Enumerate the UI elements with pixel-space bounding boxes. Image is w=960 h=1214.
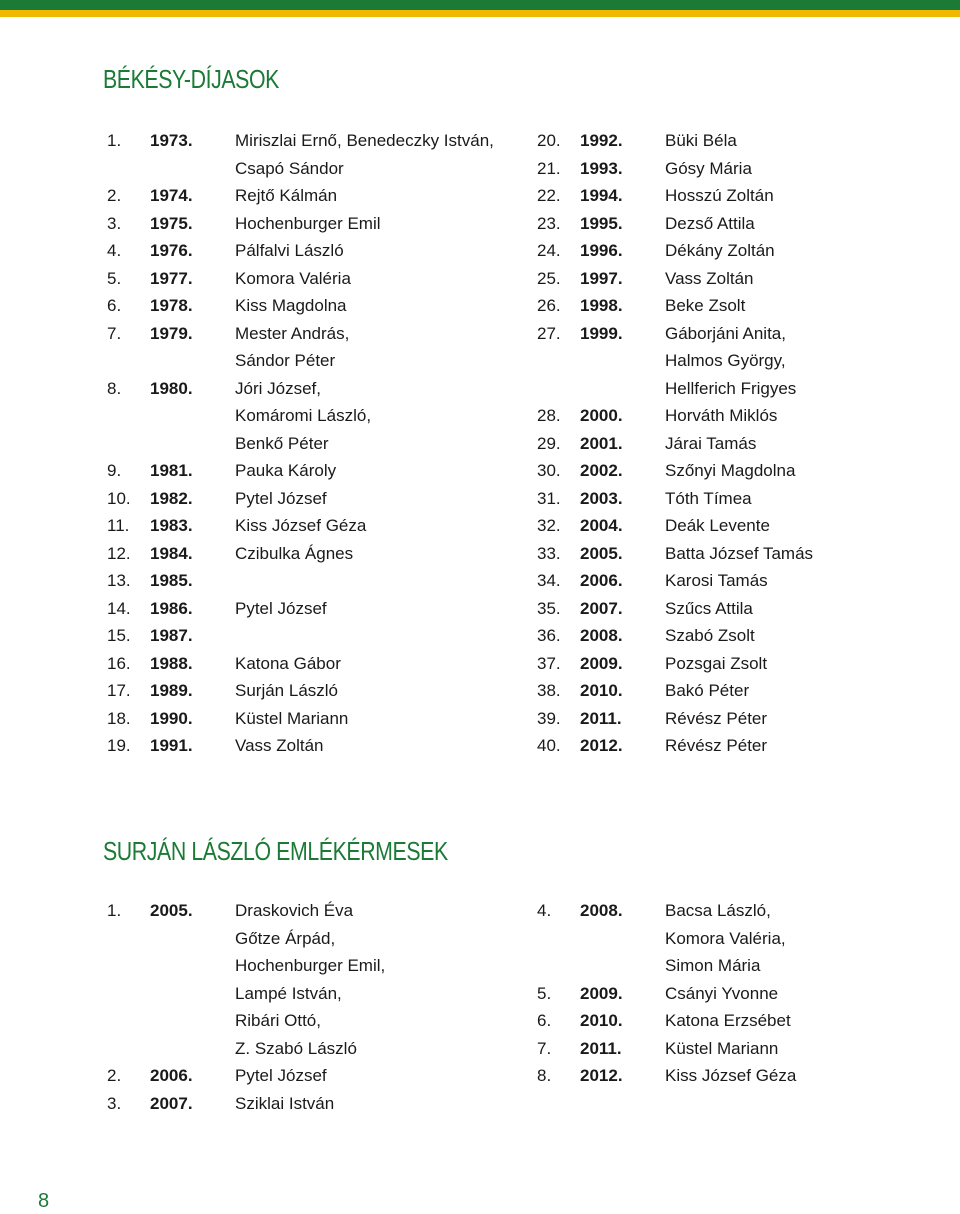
entry-number: 37. bbox=[537, 653, 561, 673]
recipient-name: Pozsgai Zsolt bbox=[665, 653, 768, 673]
entry-names bbox=[235, 650, 341, 678]
entry-number: 3. bbox=[107, 213, 122, 233]
recipient-name: Karosi Tamás bbox=[665, 571, 768, 590]
entry-year: 2011. bbox=[580, 1038, 622, 1058]
surjan-heading: SURJÁN LÁSZLÓ EMLÉKÉRMESEK bbox=[103, 836, 448, 866]
surjan-list-right bbox=[537, 897, 796, 1090]
list-item bbox=[537, 237, 813, 265]
entry-number: 25. bbox=[537, 268, 561, 288]
entry-number: 23. bbox=[537, 213, 561, 233]
entry-year: 2012. bbox=[580, 1066, 623, 1085]
recipient-name: Küstel Mariann bbox=[235, 708, 349, 728]
list-item bbox=[107, 182, 494, 210]
entry-names bbox=[235, 897, 385, 1062]
entry-year: 2002. bbox=[580, 461, 623, 480]
recipient-name: Révész Péter bbox=[665, 708, 768, 728]
entry-year: 2008. bbox=[580, 626, 623, 645]
list-item bbox=[107, 375, 494, 458]
entry-names bbox=[665, 1007, 791, 1035]
entry-year: 1979. bbox=[150, 323, 193, 343]
entry-number: 3. bbox=[107, 1093, 122, 1113]
entry-number: 17. bbox=[107, 681, 131, 700]
entry-names bbox=[665, 237, 775, 265]
top-yellow-bar bbox=[0, 10, 960, 17]
entry-names bbox=[665, 485, 752, 513]
entry-names bbox=[665, 320, 796, 403]
entry-number: 26. bbox=[537, 296, 561, 315]
entry-names bbox=[235, 127, 494, 182]
entry-names bbox=[665, 622, 755, 650]
entry-year: 2006. bbox=[150, 1066, 193, 1085]
entry-number: 30. bbox=[537, 461, 561, 480]
recipient-name: Miriszlai Ernő, Benedeczky István, bbox=[235, 131, 494, 150]
entry-number: 4. bbox=[537, 901, 552, 920]
entry-names bbox=[235, 732, 324, 760]
entry-number: 20. bbox=[537, 131, 561, 150]
recipient-name: Csányi Yvonne bbox=[665, 983, 779, 1003]
entry-names bbox=[235, 1062, 327, 1090]
entry-names bbox=[665, 595, 753, 623]
entry-number: 27. bbox=[537, 323, 561, 343]
entry-number: 24. bbox=[537, 241, 561, 260]
entry-number: 22. bbox=[537, 186, 561, 205]
list-item bbox=[107, 567, 494, 595]
list-item bbox=[537, 622, 813, 650]
entry-number: 11. bbox=[107, 516, 130, 535]
entry-number: 21. bbox=[537, 158, 561, 178]
entry-year: 2010. bbox=[580, 681, 623, 700]
recipient-name: Szőnyi Magdolna bbox=[665, 461, 796, 480]
list-item bbox=[537, 512, 813, 540]
recipient-name: Lampé István, bbox=[235, 983, 342, 1003]
entry-year: 1976. bbox=[150, 241, 193, 260]
entry-names bbox=[665, 1062, 796, 1090]
entry-names bbox=[235, 512, 366, 540]
entry-names bbox=[235, 210, 381, 238]
list-item bbox=[537, 210, 813, 238]
list-item bbox=[107, 210, 494, 238]
recipient-name: Szűcs Attila bbox=[665, 598, 753, 618]
entry-number: 29. bbox=[537, 433, 561, 453]
recipient-name: Czibulka Ágnes bbox=[235, 543, 354, 563]
entry-number: 5. bbox=[537, 983, 552, 1003]
recipient-name: Sándor Péter bbox=[235, 351, 336, 370]
list-item bbox=[537, 595, 813, 623]
surjan-list-left bbox=[107, 897, 385, 1117]
entry-names bbox=[235, 292, 347, 320]
entry-names bbox=[235, 595, 327, 623]
recipient-name: Pytel József bbox=[235, 488, 327, 508]
list-item bbox=[537, 1035, 796, 1063]
bekesy-list-left bbox=[107, 127, 494, 760]
recipient-name: Hochenburger Emil bbox=[235, 213, 381, 233]
entry-names bbox=[235, 237, 344, 265]
entry-number: 31. bbox=[537, 488, 561, 508]
bekesy-list-right bbox=[537, 127, 813, 760]
list-item bbox=[107, 677, 494, 705]
recipient-name: Deák Levente bbox=[665, 516, 770, 535]
recipient-name: Hosszú Zoltán bbox=[665, 186, 774, 205]
list-item bbox=[107, 127, 494, 182]
entry-names bbox=[235, 182, 337, 210]
entry-names bbox=[235, 540, 353, 568]
entry-number: 6. bbox=[107, 296, 122, 315]
recipient-name: Beke Zsolt bbox=[665, 296, 746, 315]
entry-names bbox=[665, 292, 745, 320]
entry-year: 1989. bbox=[150, 681, 193, 700]
entry-names bbox=[665, 540, 813, 568]
list-item bbox=[537, 540, 813, 568]
entry-year: 2001. bbox=[580, 433, 623, 453]
list-item bbox=[107, 237, 494, 265]
entry-year: 2007. bbox=[580, 598, 623, 618]
recipient-name: Bakó Péter bbox=[665, 681, 750, 700]
entry-year: 2003. bbox=[580, 488, 623, 508]
list-item bbox=[107, 705, 494, 733]
entry-year: 1993. bbox=[580, 158, 623, 178]
list-item bbox=[537, 705, 813, 733]
entry-year: 2004. bbox=[580, 516, 623, 535]
entry-number: 35. bbox=[537, 598, 561, 618]
entry-names bbox=[665, 650, 767, 678]
entry-names bbox=[235, 705, 348, 733]
recipient-name: Küstel Mariann bbox=[665, 1038, 779, 1058]
list-item bbox=[537, 182, 813, 210]
recipient-name: Benkő Péter bbox=[235, 433, 329, 453]
entry-year: 2007. bbox=[150, 1093, 193, 1113]
list-item bbox=[107, 595, 494, 623]
entry-number: 1. bbox=[107, 131, 122, 150]
entry-number: 1. bbox=[107, 901, 122, 920]
page-number: 8 bbox=[38, 1190, 50, 1212]
recipient-name: Kiss József Géza bbox=[235, 516, 367, 535]
entry-names bbox=[665, 1035, 778, 1063]
entry-year: 1990. bbox=[150, 708, 193, 728]
entry-names bbox=[235, 1090, 334, 1118]
entry-year: 2005. bbox=[580, 543, 623, 563]
list-item bbox=[537, 1007, 796, 1035]
recipient-name: Szabó Zsolt bbox=[665, 626, 755, 645]
recipient-name: Batta József Tamás bbox=[665, 543, 814, 563]
recipient-name: Rejtő Kálmán bbox=[235, 186, 338, 205]
recipient-name: Vass Zoltán bbox=[235, 736, 324, 755]
entry-number: 5. bbox=[107, 268, 122, 288]
recipient-name: Gósy Mária bbox=[665, 158, 752, 178]
list-item bbox=[537, 980, 796, 1008]
entry-number: 39. bbox=[537, 708, 561, 728]
entry-year: 1996. bbox=[580, 241, 623, 260]
list-item bbox=[107, 485, 494, 513]
entry-number: 6. bbox=[537, 1011, 552, 1030]
entry-names bbox=[665, 127, 737, 155]
recipient-name: Vass Zoltán bbox=[665, 268, 754, 288]
entry-number: 36. bbox=[537, 626, 561, 645]
list-item bbox=[537, 485, 813, 513]
list-item bbox=[537, 155, 813, 183]
entry-names bbox=[665, 980, 778, 1008]
entry-year: 2000. bbox=[580, 406, 623, 425]
entry-names bbox=[665, 457, 795, 485]
entry-number: 4. bbox=[107, 241, 122, 260]
list-item bbox=[537, 732, 813, 760]
list-item bbox=[107, 540, 494, 568]
recipient-name: Tóth Tímea bbox=[665, 488, 752, 508]
recipient-name: Bacsa László, bbox=[665, 901, 771, 920]
list-item bbox=[107, 732, 494, 760]
recipient-name: Dékány Zoltán bbox=[665, 241, 775, 260]
entry-year: 1994. bbox=[580, 186, 623, 205]
list-item bbox=[537, 430, 813, 458]
list-item bbox=[107, 622, 494, 650]
recipient-name: Horváth Miklós bbox=[665, 406, 778, 425]
recipient-name: Katona Erzsébet bbox=[665, 1011, 791, 1030]
recipient-name: Komora Valéria bbox=[235, 268, 351, 288]
entry-names bbox=[665, 567, 768, 595]
entry-names bbox=[235, 265, 351, 293]
recipient-name: Draskovich Éva bbox=[235, 901, 354, 920]
list-item bbox=[107, 457, 494, 485]
entry-year: 2012. bbox=[580, 736, 623, 755]
entry-year: 1974. bbox=[150, 186, 193, 205]
recipient-name: Surján László bbox=[235, 681, 339, 700]
entry-number: 40. bbox=[537, 736, 561, 755]
recipient-name: Csapó Sándor bbox=[235, 158, 344, 178]
recipient-name: Komora Valéria, bbox=[665, 928, 786, 948]
entry-year: 1987. bbox=[150, 626, 193, 645]
recipient-name: Jóri József, bbox=[235, 378, 321, 398]
entry-number: 19. bbox=[107, 736, 131, 755]
list-item bbox=[537, 1062, 796, 1090]
entry-year: 2011. bbox=[580, 708, 622, 728]
list-item bbox=[107, 292, 494, 320]
recipient-name bbox=[235, 622, 240, 650]
entry-names bbox=[235, 375, 371, 458]
entry-number: 18. bbox=[107, 708, 131, 728]
entry-number: 28. bbox=[537, 406, 561, 425]
entry-number: 16. bbox=[107, 653, 131, 673]
entry-number: 9. bbox=[107, 461, 122, 480]
recipient-name: Ribári Ottó, bbox=[235, 1011, 321, 1030]
entry-names bbox=[235, 677, 338, 705]
recipient-name: Révész Péter bbox=[665, 736, 768, 755]
entry-year: 1981. bbox=[150, 461, 193, 480]
entry-year: 1984. bbox=[150, 543, 193, 563]
entry-year: 2005. bbox=[150, 901, 193, 920]
recipient-name: Pytel József bbox=[235, 1066, 327, 1085]
list-item bbox=[107, 1090, 385, 1118]
entry-year: 1982. bbox=[150, 488, 193, 508]
recipient-name: Kiss Magdolna bbox=[235, 296, 347, 315]
list-item bbox=[107, 265, 494, 293]
entry-year: 1995. bbox=[580, 213, 623, 233]
list-item bbox=[537, 677, 813, 705]
list-item bbox=[107, 1062, 385, 1090]
list-item bbox=[107, 320, 494, 375]
recipient-name: Pálfalvi László bbox=[235, 241, 344, 260]
entry-year: 1980. bbox=[150, 378, 193, 398]
entry-number: 34. bbox=[537, 571, 561, 590]
list-item bbox=[537, 320, 813, 403]
entry-number: 13. bbox=[107, 571, 131, 590]
recipient-name: Gáborjáni Anita, bbox=[665, 323, 786, 343]
list-item bbox=[537, 897, 796, 980]
entry-year: 1991. bbox=[150, 736, 193, 755]
entry-year: 1978. bbox=[150, 296, 193, 315]
entry-names bbox=[235, 485, 327, 513]
entry-year: 2010. bbox=[580, 1011, 623, 1030]
entry-names bbox=[665, 402, 777, 430]
entry-names bbox=[665, 732, 767, 760]
recipient-name: Komáromi László, bbox=[235, 406, 372, 425]
recipient-name: Dezső Attila bbox=[665, 213, 755, 233]
list-item bbox=[107, 512, 494, 540]
entry-year: 1999. bbox=[580, 323, 623, 343]
list-item bbox=[537, 402, 813, 430]
recipient-name: Simon Mária bbox=[665, 956, 761, 975]
entry-names bbox=[665, 265, 754, 293]
entry-names bbox=[235, 457, 336, 485]
entry-number: 7. bbox=[537, 1038, 552, 1058]
entry-names bbox=[665, 210, 755, 238]
list-item bbox=[537, 292, 813, 320]
entry-number: 15. bbox=[107, 626, 131, 645]
entry-names bbox=[235, 622, 240, 650]
entry-year: 1998. bbox=[580, 296, 623, 315]
list-item bbox=[107, 650, 494, 678]
recipient-name: Pauka Károly bbox=[235, 461, 337, 480]
entry-number: 38. bbox=[537, 681, 561, 700]
recipient-name: Halmos György, bbox=[665, 351, 786, 370]
recipient-name: Hochenburger Emil, bbox=[235, 956, 386, 975]
entry-number: 10. bbox=[107, 488, 131, 508]
recipient-name bbox=[235, 567, 240, 595]
entry-number: 14. bbox=[107, 598, 131, 618]
entry-year: 2008. bbox=[580, 901, 623, 920]
entry-names bbox=[665, 512, 770, 540]
entry-year: 1992. bbox=[580, 131, 623, 150]
list-item bbox=[537, 650, 813, 678]
entry-names bbox=[235, 567, 240, 595]
entry-names bbox=[665, 182, 774, 210]
entry-year: 1997. bbox=[580, 268, 623, 288]
entry-number: 8. bbox=[107, 378, 122, 398]
recipient-name: Mester András, bbox=[235, 323, 350, 343]
entry-names bbox=[665, 155, 752, 183]
entry-number: 12. bbox=[107, 543, 131, 563]
entry-names bbox=[235, 320, 349, 375]
recipient-name: Pytel József bbox=[235, 598, 327, 618]
recipient-name: Járai Tamás bbox=[665, 433, 757, 453]
recipient-name: Büki Béla bbox=[665, 131, 737, 150]
entry-number: 8. bbox=[537, 1066, 552, 1085]
entry-year: 1983. bbox=[150, 516, 193, 535]
recipient-name: Hellferich Frigyes bbox=[665, 378, 797, 398]
recipient-name: Gőtze Árpád, bbox=[235, 928, 336, 948]
entry-year: 1973. bbox=[150, 131, 193, 150]
recipient-name: Katona Gábor bbox=[235, 653, 341, 673]
list-item bbox=[537, 457, 813, 485]
entry-year: 1985. bbox=[150, 571, 193, 590]
bekesy-heading: BÉKÉSY-DÍJASOK bbox=[103, 64, 279, 94]
entry-year: 1988. bbox=[150, 653, 193, 673]
entry-year: 2009. bbox=[580, 983, 623, 1003]
entry-names bbox=[665, 705, 767, 733]
entry-year: 2006. bbox=[580, 571, 623, 590]
entry-year: 2009. bbox=[580, 653, 623, 673]
entry-year: 1975. bbox=[150, 213, 193, 233]
list-item bbox=[537, 567, 813, 595]
recipient-name: Z. Szabó László bbox=[235, 1038, 357, 1058]
list-item bbox=[107, 897, 385, 1062]
entry-year: 1977. bbox=[150, 268, 193, 288]
entry-number: 33. bbox=[537, 543, 561, 563]
list-item bbox=[537, 127, 813, 155]
top-green-bar bbox=[0, 0, 960, 10]
entry-number: 32. bbox=[537, 516, 561, 535]
entry-year: 1986. bbox=[150, 598, 193, 618]
entry-names bbox=[665, 430, 756, 458]
list-item bbox=[537, 265, 813, 293]
entry-number: 2. bbox=[107, 1066, 122, 1085]
entry-names bbox=[665, 897, 786, 980]
entry-names bbox=[665, 677, 749, 705]
recipient-name: Sziklai István bbox=[235, 1093, 335, 1113]
entry-number: 2. bbox=[107, 186, 122, 205]
recipient-name: Kiss József Géza bbox=[665, 1066, 797, 1085]
entry-number: 7. bbox=[107, 323, 122, 343]
